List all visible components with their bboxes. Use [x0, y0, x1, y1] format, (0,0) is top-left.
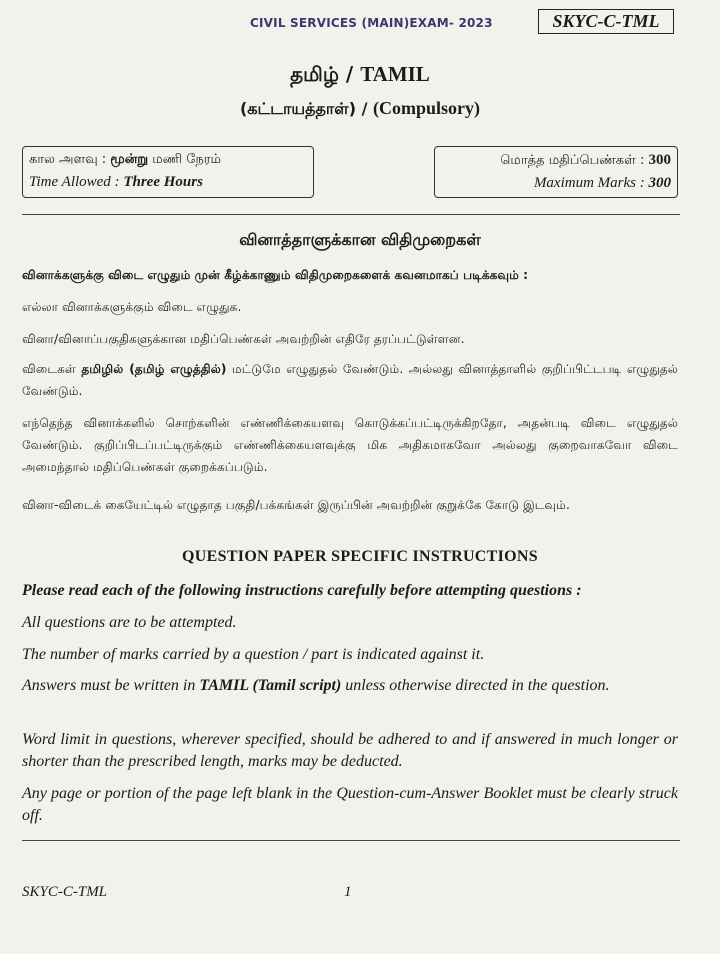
time-suffix-tamil: மணி நேரம் — [148, 152, 221, 167]
tamil-instruction-1: எல்லா வினாக்களுக்கும் விடை எழுதுக. — [22, 300, 242, 314]
marks-label-tamil: மொத்த மதிப்பெண்கள் : — [500, 153, 649, 168]
paper-subtitle-tamil: (கட்டாயத்தாள்) / — [239, 99, 374, 118]
divider-top — [22, 214, 680, 215]
marks-english — [441, 172, 671, 194]
tamil-instruction-2: வினா/வினாப்பகுதிகளுக்கான மதிப்பெண்கள் அவற்றின் எதிரே தரப்பட்டுள்ளன. — [22, 332, 465, 346]
english-instructions-heading: QUESTION PAPER SPECIFIC INSTRUCTIONS — [182, 548, 538, 565]
tamil-instruction-3-part-a: விடைகள் — [22, 362, 82, 376]
english-instruction-5: Any page or portion of the page left blank in the Question-cum-Answer Booklet must be clearly struck off. — [22, 785, 678, 824]
divider-bottom — [22, 840, 680, 841]
english-instruction-3-emphasis: TAMIL (Tamil script) — [199, 677, 342, 694]
time-label-tamil: கால அளவு : — [29, 152, 111, 167]
english-instruction-3-part-a: Answers must be written in — [22, 677, 200, 694]
time-allowed-english — [29, 171, 307, 193]
marks-tamil — [441, 149, 671, 172]
tamil-instructions-intro: வினாக்களுக்கு விடை எழுதும் முன் கீழ்க்காணும் விதிமுறைகளைக் கவனமாகப் படிக்கவும் : — [22, 268, 529, 282]
marks-label-english: Maximum Marks : — [533, 175, 649, 191]
tamil-instruction-3-part-c: மட்டுமே எழுதுதல் வேண்டும். அல்லது வினாத்தாளில் குறிப்பிட்டபடி எழுதுதல் வேண்டும். — [22, 362, 678, 398]
time-label-english: Time Allowed : — [29, 174, 124, 190]
marks-value-english: 300 — [648, 175, 671, 191]
english-instruction-4: Word limit in questions, wherever specified, should be adhered to and if answered in much longer or shorter than the prescribed length, marks may be deducted. — [22, 731, 678, 770]
time-allowed-tamil — [29, 149, 307, 171]
english-instruction-3 — [22, 675, 678, 697]
tamil-instruction-3-emphasis: தமிழில் (தமிழ் எழுத்தில்) — [81, 362, 227, 376]
tamil-instructions-heading: வினாத்தாளுக்கான விதிமுறைகள் — [239, 230, 481, 249]
paper-subtitle-english: (Compulsory) — [373, 98, 481, 118]
paper-title-tamil: தமிழ் / — [290, 62, 361, 86]
footer-page-number: 1 — [344, 884, 352, 900]
time-value-tamil: மூன்று — [110, 152, 149, 167]
footer-paper-code: SKYC-C-TML — [22, 884, 108, 900]
english-instruction-3-part-c: unless otherwise directed in the question. — [341, 677, 610, 694]
paper-title — [0, 62, 720, 89]
maximum-marks-box — [434, 146, 678, 198]
english-instructions-intro: Please read each of the following instructions carefully before attempting questions : — [22, 582, 582, 599]
time-allowed-box — [22, 146, 314, 198]
exam-name: CIVIL SERVICES (MAIN)EXAM- 2023 — [250, 16, 493, 30]
english-instruction-1: All questions are to be attempted. — [22, 614, 237, 631]
english-instruction-2: The number of marks carried by a question / part is indicated against it. — [22, 646, 485, 663]
time-value-english: Three Hours — [123, 174, 203, 190]
tamil-instruction-3 — [22, 358, 678, 402]
tamil-instruction-4: எந்தெந்த வினாக்களில் சொற்களின் எண்ணிக்கையளவு கொடுக்கப்பட்டிருக்கிறதோ, அதன்படி விடை எழுதுதல் வேண்டும். குறிப்பிடப்பட்டிருக்கும் எண்ணிக்கையளவுக்கு மிக அதிகமாகவோ அல்லது குறைவாகவோ விடை அமைந்தால் மதிப்பெண்கள் குறைக்கப்படும். — [22, 416, 678, 474]
paper-title-english: TAMIL — [360, 62, 430, 86]
paper-code-box: SKYC-C-TML — [538, 9, 674, 34]
paper-subtitle — [0, 98, 720, 120]
tamil-instruction-5: வினா-விடைக் கையேட்டில் எழுதாத பகுதி/பக்கங்கள் இருப்பின் அவற்றின் குறுக்கே கோடு இடவும். — [22, 498, 570, 512]
marks-value-tamil: 300 — [648, 152, 671, 168]
